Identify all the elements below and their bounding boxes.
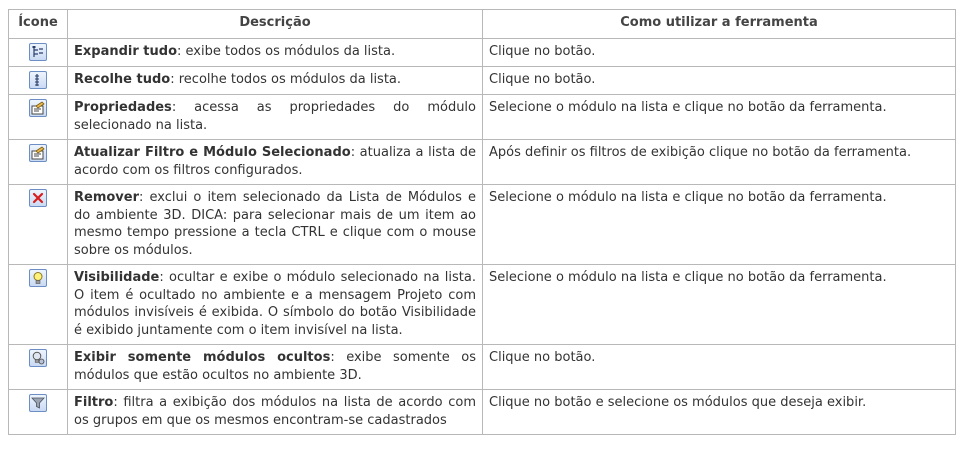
table-row: [9, 140, 956, 185]
expand-all-icon: [29, 43, 47, 61]
filter-funnel-icon: [29, 394, 47, 412]
usage-cell: Selecione o módulo na lista e clique no botão da ferramenta.: [483, 185, 956, 265]
tool-description: : exibe somente os módulos que estão ocultos no ambiente 3D.: [74, 350, 476, 383]
description-cell: [68, 265, 483, 345]
header-usage: Como utilizar a ferramenta: [483, 10, 956, 39]
tool-name: Expandir tudo: [74, 44, 178, 59]
tool-name: Exibir somente módulos ocultos: [74, 350, 331, 365]
tool-name: Recolhe tudo: [74, 72, 171, 87]
hidden-modules-icon: [29, 349, 47, 367]
tool-description: : acessa as propriedades do módulo selecionado na lista.: [74, 100, 476, 133]
usage-cell: Clique no botão e selecione os módulos que deseja exibir.: [483, 390, 956, 435]
tool-description: : recolhe todos os módulos da lista.: [170, 72, 402, 87]
table-row: [9, 390, 956, 435]
tool-description: : ocultar e exibe o módulo selecionado na lista. O item é ocultado no ambiente e a mensagem Projeto com módulos invisíveis é exibida. O símbolo do botão Visibilidade é exibido juntamente com o item invisível na lista.: [74, 270, 476, 338]
usage-cell: Clique no botão.: [483, 345, 956, 390]
table-row: [9, 95, 956, 140]
remove-icon: [29, 189, 47, 207]
header-icon: Ícone: [9, 10, 68, 39]
table-row: [9, 67, 956, 95]
usage-cell: Clique no botão.: [483, 67, 956, 95]
description-cell: [68, 140, 483, 185]
update-filter-icon: [29, 144, 47, 162]
description-cell: [68, 345, 483, 390]
usage-cell: Selecione o módulo na lista e clique no botão da ferramenta.: [483, 265, 956, 345]
tool-name: Filtro: [74, 395, 114, 410]
table-row: [9, 265, 956, 345]
usage-cell: Selecione o módulo na lista e clique no botão da ferramenta.: [483, 95, 956, 140]
description-cell: [68, 185, 483, 265]
usage-cell: Após definir os filtros de exibição clique no botão da ferramenta.: [483, 140, 956, 185]
tool-name: Remover: [74, 190, 140, 205]
tool-name: Propriedades: [74, 100, 172, 115]
tool-name: Atualizar Filtro e Módulo Selecionado: [74, 145, 351, 160]
description-cell: [68, 390, 483, 435]
usage-cell: Clique no botão.: [483, 39, 956, 67]
description-cell: [68, 67, 483, 95]
description-cell: [68, 39, 483, 67]
tool-description: : exibe todos os módulos da lista.: [177, 44, 396, 59]
tool-description: : atualiza a lista de acordo com os filtros configurados.: [74, 145, 476, 178]
tools-table: [8, 9, 956, 435]
description-cell: [68, 95, 483, 140]
table-header-row: [9, 10, 956, 39]
tool-description: : filtra a exibição dos módulos na lista de acordo com os grupos em que os mesmos encontram-se cadastrados: [74, 395, 476, 428]
tool-name: Visibilidade: [74, 270, 160, 285]
visibility-bulb-icon: [29, 269, 47, 287]
tool-description: : exclui o item selecionado da Lista de Módulos e do ambiente 3D. DICA: para selecionar mais de um item ao mesmo tempo pressione a tecla CTRL e clique com o mouse sobre os módulos.: [74, 190, 476, 258]
table-row: [9, 185, 956, 265]
header-description: Descrição: [68, 10, 483, 39]
table-row: [9, 39, 956, 67]
properties-icon: [29, 99, 47, 117]
table-row: [9, 345, 956, 390]
collapse-all-icon: [29, 71, 47, 89]
